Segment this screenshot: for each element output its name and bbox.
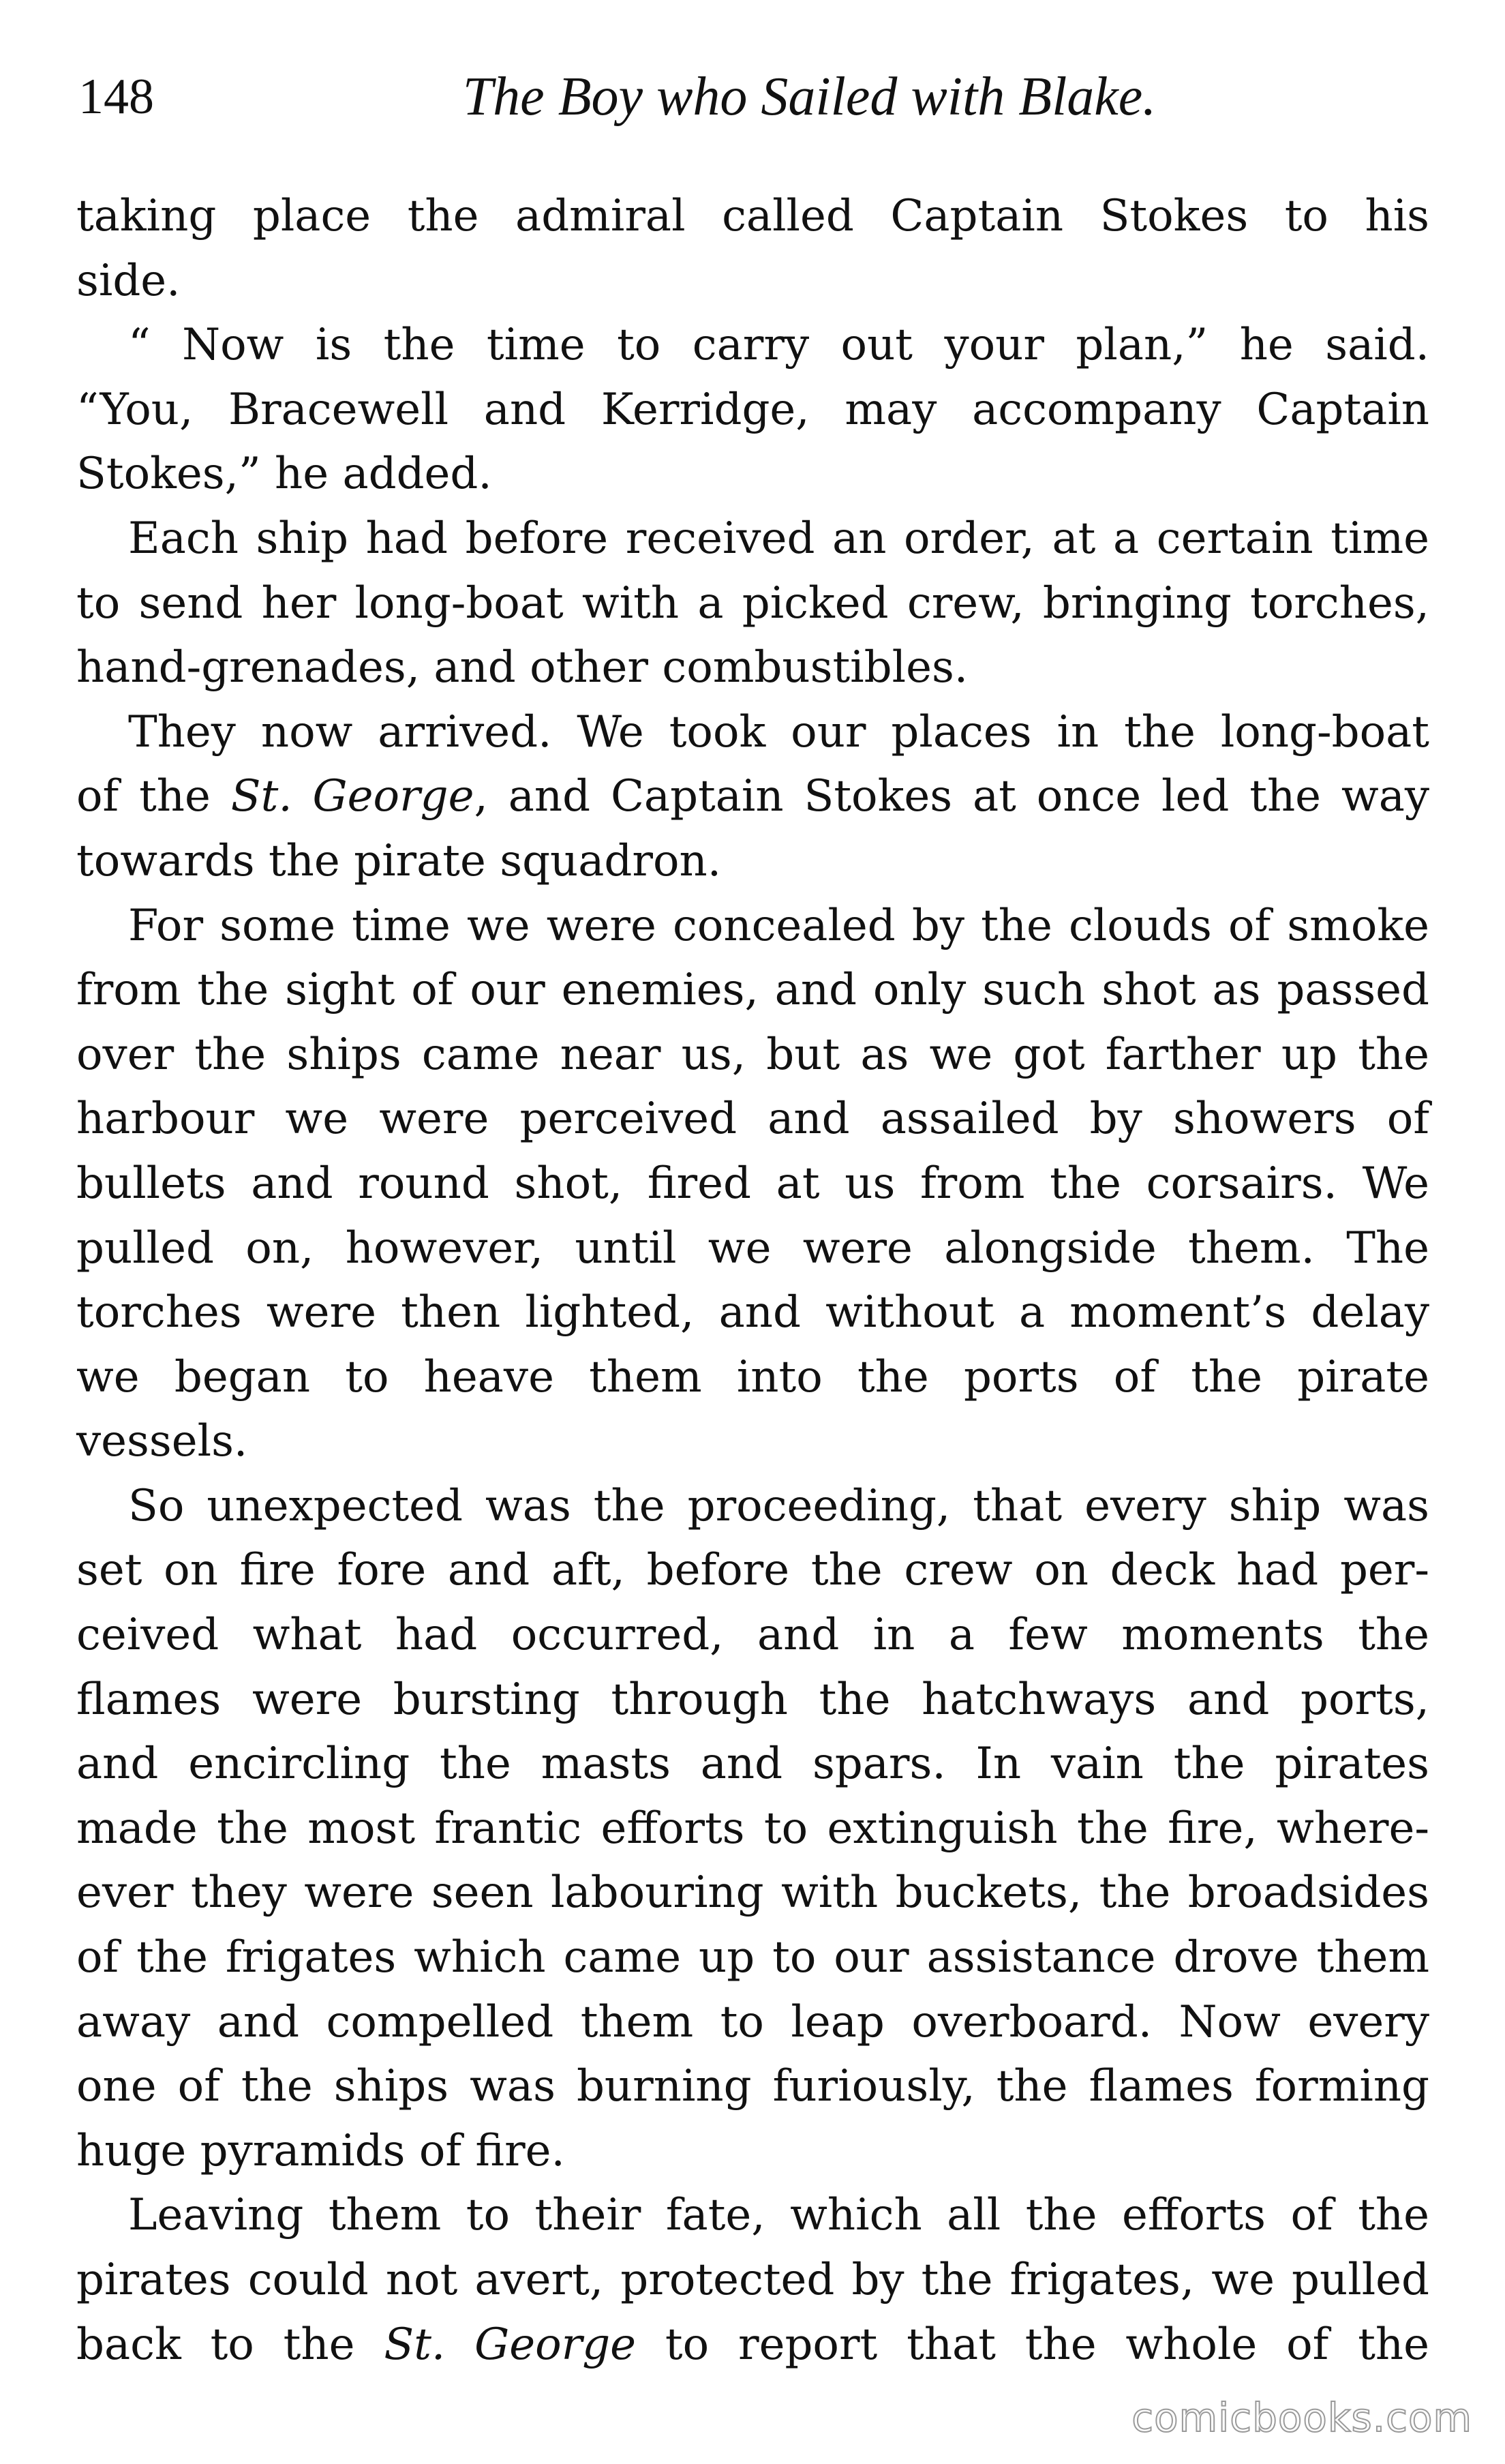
text-line: They now arrived. We took our places in the long-boat (128, 706, 1429, 757)
text-line: of the St. George, and Captain Stokes at once led the way (76, 771, 1430, 822)
text-line: So unexpected was the proceeding, that every ship was (128, 1480, 1429, 1531)
watermark: comicbooks.com (1131, 2394, 1472, 2441)
text-line: vessels. (76, 1416, 248, 1467)
text-line: Leaving them to their fate, which all the efforts of the (128, 2190, 1429, 2241)
text-line: huge pyramids of fire. (76, 2125, 565, 2176)
italic-ship-name: St. George (384, 2319, 637, 2370)
text-line: of the frigates which came up to our assistance drove them (76, 1932, 1429, 1983)
paragraph (76, 894, 1429, 1474)
text-line: one of the ships was burning furiously, the flames forming (76, 2061, 1429, 2112)
text-line: we began to heave them into the ports of the pirate (76, 1351, 1429, 1402)
running-title: The Boy who Sailed with Blake. (462, 67, 1157, 127)
paragraph (76, 184, 1429, 313)
paragraph (76, 507, 1429, 700)
text-line: “ Now is the time to carry out your plan,” he said. (128, 320, 1429, 371)
text-line: over the ships came near us, but as we got farther up the (76, 1029, 1429, 1080)
text-line: made the most frantic efforts to extinguish the fire, where- (76, 1803, 1429, 1854)
text-line: flames were bursting through the hatchways and ports, (76, 1674, 1429, 1725)
text-line: Stokes,” he added. (76, 449, 492, 500)
text-line: bullets and round shot, fired at us from the corsairs. We (76, 1158, 1429, 1209)
paragraph (76, 313, 1429, 507)
text-line: pulled on, however, until we were alongside them. The (76, 1222, 1429, 1274)
text-line: away and compelled them to leap overboard. Now every (76, 1996, 1429, 2047)
paragraph (76, 700, 1429, 894)
text-line: and encircling the masts and spars. In vain the pirates (76, 1739, 1429, 1790)
text-line: to send her long-boat with a picked crew, bringing torches, (76, 577, 1429, 629)
paragraph (76, 2183, 1429, 2377)
text-line: Each ship had before received an order, at a certain time (128, 513, 1429, 564)
text-line: torches were then lighted, and without a moment’s delay (76, 1287, 1429, 1338)
text-line: “You, Bracewell and Kerridge, may accompany Captain (76, 384, 1429, 435)
text-line: set on fire fore and aft, before the crew on deck had per- (76, 1545, 1429, 1596)
text-line: taking place the admiral called Captain Stokes to his (76, 191, 1429, 241)
text-line: side. (76, 255, 181, 306)
text-line: ever they were seen labouring with buckets, the broadsides (76, 1867, 1429, 1919)
text-line: ceived what had occurred, and in a few moments the (76, 1610, 1429, 1661)
text-line: back to the St. George to report that the whole of the (76, 2319, 1430, 2370)
text-line: pirates could not avert, protected by the frigates, we pulled (76, 2255, 1429, 2305)
page-header (78, 63, 1431, 138)
page-number: 148 (78, 69, 154, 125)
text-line: from the sight of our enemies, and only such shot as passed (76, 965, 1429, 1016)
text-line: For some time we were concealed by the clouds of smoke (128, 900, 1429, 951)
text-line: hand-grenades, and other combustibles. (76, 642, 969, 693)
body-text (76, 184, 1429, 2377)
italic-ship-name: St. George (230, 771, 474, 822)
paragraph (76, 1474, 1429, 2184)
text-line: harbour we were perceived and assailed by showers of (76, 1094, 1429, 1145)
text-line: towards the pirate squadron. (76, 835, 722, 886)
